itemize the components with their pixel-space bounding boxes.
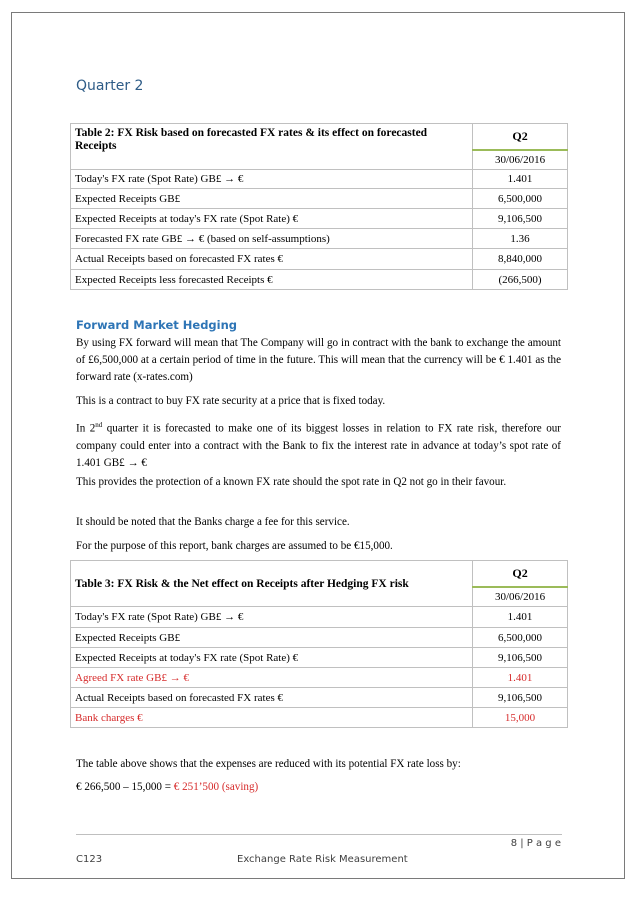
paragraph: By using FX forward will mean that The Company will go in contract with the bank to exchange the amount of £6,500,000 at a certain period of time in the future. This will mean that the currency will be € 1.401 as the forward rate (x-rates.com) <box>76 337 561 383</box>
paragraph: This is a contract to buy FX rate security at a price that is fixed today. <box>76 395 386 407</box>
row-value: (266,500) <box>473 270 568 290</box>
row-value: 9,106,500 <box>473 209 568 229</box>
row-label: Expected Receipts GB£ <box>71 189 473 209</box>
row-label: Actual Receipts based on forecasted FX rates € <box>71 688 473 708</box>
calculation-result: € 251’500 (saving) <box>173 781 259 793</box>
paragraph: It should be noted that the Banks charge a fee for this service. <box>76 516 350 528</box>
ordinal-suffix: nd <box>95 421 103 429</box>
table-row-highlight <box>71 708 568 728</box>
row-label: Expected Receipts GB£ <box>71 628 473 648</box>
table-row <box>71 607 568 628</box>
row-value: 6,500,000 <box>473 628 568 648</box>
footer-divider <box>76 834 562 835</box>
footer-title: Exchange Rate Risk Measurement <box>237 854 408 865</box>
row-value: 1.401 <box>473 607 568 628</box>
page-heading: Quarter 2 <box>76 78 144 94</box>
row-value: 15,000 <box>473 708 568 728</box>
table-title: Table 3: FX Risk & the Net effect on Receipts after Hedging FX risk <box>71 561 473 607</box>
paragraph-text: In 2 <box>76 422 96 435</box>
row-label: Actual Receipts based on forecasted FX rates € <box>71 249 473 270</box>
paragraph: This provides the protection of a known FX rate should the spot rate in Q2 not go in their favour. <box>76 476 507 488</box>
row-value: 1.401 <box>473 668 568 688</box>
row-value: 8,840,000 <box>473 249 568 270</box>
row-value: 1.36 <box>473 229 568 249</box>
row-label: Today's FX rate (Spot Rate) GB£ → € <box>71 607 473 628</box>
page-number: 8 | P a g e <box>510 838 561 849</box>
table-row <box>71 249 568 270</box>
table-title: Table 2: FX Risk based on forecasted FX rates & its effect on forecasted Receipts <box>71 124 473 170</box>
row-label: Bank charges € <box>71 708 473 728</box>
fx-risk-table-2 <box>70 123 568 290</box>
row-label: Expected Receipts at today's FX rate (Spot Rate) € <box>71 648 473 668</box>
paragraph <box>76 417 561 472</box>
row-label: Today's FX rate (Spot Rate) GB£ → € <box>71 170 473 189</box>
table-row <box>71 648 568 668</box>
paragraph: For the purpose of this report, bank charges are assumed to be €15,000. <box>76 540 393 552</box>
row-value: 1.401 <box>473 170 568 189</box>
table-row <box>71 688 568 708</box>
fx-risk-table-3 <box>70 560 568 728</box>
row-label: Expected Receipts less forecasted Receipts € <box>71 270 473 290</box>
row-value: 9,106,500 <box>473 648 568 668</box>
section-heading: Forward Market Hedging <box>76 318 238 332</box>
table-row <box>71 270 568 290</box>
row-value: 6,500,000 <box>473 189 568 209</box>
table-row <box>71 209 568 229</box>
row-value: 9,106,500 <box>473 688 568 708</box>
row-label: Expected Receipts at today's FX rate (Spot Rate) € <box>71 209 473 229</box>
column-header-q2: Q2 <box>473 561 568 587</box>
row-label: Forecasted FX rate GB£ → € (based on self-assumptions) <box>71 229 473 249</box>
paragraph-text: quarter it is forecasted to make one of its biggest losses in relation to FX rate risk, therefore our company could enter into a contract with the Bank to fix the interest rate in advance at today’s spot rate of 1.401 GB£ → € <box>76 422 561 469</box>
table-row <box>71 170 568 189</box>
table-row <box>71 189 568 209</box>
savings-calculation <box>76 779 561 796</box>
footer-code: C123 <box>76 854 103 865</box>
summary-text: The table above shows that the expenses are reduced with its potential FX rate loss by: <box>76 758 461 770</box>
column-header-q2: Q2 <box>473 124 568 150</box>
column-header-date: 30/06/2016 <box>473 150 568 170</box>
table-row-highlight <box>71 668 568 688</box>
table-row <box>71 229 568 249</box>
row-label: Agreed FX rate GB£ → € <box>71 668 473 688</box>
column-header-date: 30/06/2016 <box>473 587 568 607</box>
calculation-text: € 266,500 – 15,000 = <box>76 781 174 793</box>
table-row <box>71 628 568 648</box>
